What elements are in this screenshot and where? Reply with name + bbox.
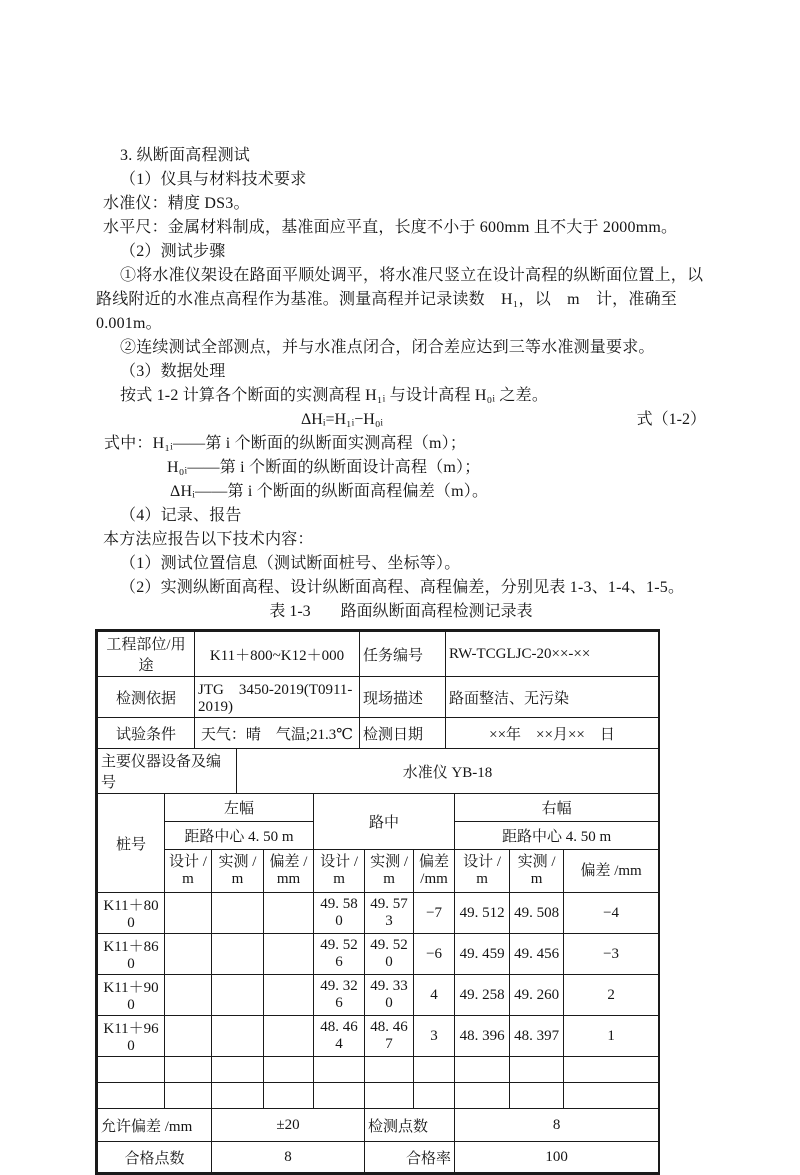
column-header: 偏差 /mm — [564, 850, 659, 893]
info-value: 路面整洁、无污染 — [446, 677, 659, 718]
table-cell — [264, 1016, 314, 1057]
empty-row — [98, 1057, 659, 1083]
table-cell: 2 — [564, 975, 659, 1016]
table-cell — [212, 934, 264, 975]
formula-definition: ΔHᵢ——第 i 个断面的纵断面高程偏差（m）。 — [170, 483, 489, 500]
table-cell: 49. 260 — [510, 975, 564, 1016]
record-table — [95, 629, 660, 1175]
table-cell — [212, 1057, 264, 1083]
table-cell — [564, 1057, 659, 1083]
table-cell: −7 — [414, 893, 455, 934]
formula-definition: 式中：H₁ᵢ——第 i 个断面的纵断面实测高程（m）； — [104, 435, 467, 452]
paragraph: 本方法应报告以下技术内容： — [103, 531, 314, 548]
info-value: K11＋800~K12＋000 — [195, 632, 360, 677]
table-cell — [455, 1057, 510, 1083]
table-cell — [314, 1057, 365, 1083]
paragraph: ②连续测试全部测点，并与水准点闭合，闭合差应达到三等水准测量要求。 — [120, 339, 655, 356]
table-cell — [414, 1083, 455, 1109]
column-header: 实测 /m — [212, 850, 264, 893]
table-cell — [510, 1057, 564, 1083]
formula-label: 式（1-2） — [636, 411, 706, 428]
info-label: 工程部位/用途 — [98, 632, 195, 677]
summary-value: 8 — [455, 1109, 659, 1142]
table-cell: 48. 396 — [455, 1016, 510, 1057]
info-value: JTG 3450-2019(T0911-2019) — [195, 677, 360, 718]
formula-expression: ΔHᵢ=H₁ᵢ−H₀ᵢ — [301, 411, 384, 428]
table-cell — [165, 1083, 212, 1109]
paragraph: （2）实测纵断面高程、设计纵断面高程、高程偏差，分别见表 1-3、1-4、1-5。 — [120, 579, 685, 596]
column-header: 实测 /m — [510, 850, 564, 893]
table-cell: 49. 326 — [314, 975, 365, 1016]
table-cell: 48. 464 — [314, 1016, 365, 1057]
table-cell: 3 — [414, 1016, 455, 1057]
table-cell: −6 — [414, 934, 455, 975]
measurement-grid — [97, 793, 659, 1173]
table-cell: 1 — [564, 1016, 659, 1057]
table-row — [98, 934, 659, 975]
table-cell — [165, 934, 212, 975]
summary-value: 8 — [212, 1142, 365, 1173]
paragraph: 水准仪：精度 DS3。 — [103, 195, 250, 212]
table-row — [98, 893, 659, 934]
paragraph: （1）测试位置信息（测试断面桩号、坐标等）。 — [120, 555, 461, 572]
table-cell — [165, 975, 212, 1016]
paragraph: ①将水准仪架设在路面平顺处调平，将水准尺竖立在设计高程的纵断面位置上，以路线附近的水准点高程作为基准。测量高程并记录读数 H₁，以 m 计，准确至 0.001m。 — [96, 267, 704, 332]
table-cell — [212, 1083, 264, 1109]
subsection-heading: （2）测试步骤 — [120, 243, 226, 260]
section-subtitle-left: 距路中心 4. 50 m — [165, 822, 314, 850]
table-cell — [212, 1016, 264, 1057]
table-cell: −3 — [564, 934, 659, 975]
table-cell: 49. 573 — [365, 893, 414, 934]
column-header: 偏差 /mm — [414, 850, 455, 893]
table-row — [98, 1016, 659, 1057]
table-cell — [212, 975, 264, 1016]
table-cell: 49. 258 — [455, 975, 510, 1016]
table-cell: 48. 397 — [510, 1016, 564, 1057]
table-cell — [165, 893, 212, 934]
column-header: 实测 /m — [365, 850, 414, 893]
info-table — [97, 631, 659, 749]
table-cell — [98, 1057, 165, 1083]
table-cell: 49. 520 — [365, 934, 414, 975]
stake-column-header: 桩号 — [98, 794, 165, 893]
table-cell: 4 — [414, 975, 455, 1016]
table-cell — [264, 893, 314, 934]
table-cell — [264, 975, 314, 1016]
section-heading: 3. 纵断面高程测试 — [120, 147, 251, 164]
table-cell: 49. 580 — [314, 893, 365, 934]
stake-cell: K11＋960 — [98, 1016, 165, 1057]
stake-cell: K11＋860 — [98, 934, 165, 975]
instrument-table — [97, 748, 659, 794]
summary-label: 允许偏差 /mm — [98, 1109, 212, 1142]
summary-value: 100 — [455, 1142, 659, 1173]
table-cell: 49. 526 — [314, 934, 365, 975]
table-cell: 49. 512 — [455, 893, 510, 934]
instrument-value: 水准仪 YB-18 — [237, 749, 659, 794]
table-cell: 49. 508 — [510, 893, 564, 934]
table-cell — [165, 1057, 212, 1083]
column-header: 设计 /m — [165, 850, 212, 893]
table-cell — [314, 1083, 365, 1109]
table-cell: 48. 467 — [365, 1016, 414, 1057]
formula-definition: H₀ᵢ——第 i 个断面的纵断面设计高程（m）； — [167, 459, 481, 476]
table-cell — [455, 1083, 510, 1109]
subsection-heading: （4）记录、报告 — [120, 507, 242, 524]
table-number: 表 1-3 — [269, 603, 311, 620]
table-cell — [414, 1057, 455, 1083]
info-value: ××年 ××月×× 日 — [446, 718, 659, 749]
paragraph: 按式 1-2 计算各个断面的实测高程 H₁ᵢ 与设计高程 H₀ᵢ 之差。 — [120, 387, 549, 404]
table-cell — [264, 934, 314, 975]
table-cell — [564, 1083, 659, 1109]
summary-row — [98, 1142, 659, 1173]
info-label: 任务编号 — [360, 632, 446, 677]
paragraph: 水平尺：金属材料制成，基准面应平直，长度不小于 600mm 且不大于 2000mm。 — [103, 219, 678, 236]
info-value: 天气：晴 气温;21.3℃ — [195, 718, 360, 749]
table-row — [98, 975, 659, 1016]
section-header-middle: 路中 — [314, 794, 455, 850]
table-cell — [264, 1083, 314, 1109]
table-cell — [510, 1083, 564, 1109]
table-caption — [96, 600, 706, 624]
formula-row — [96, 408, 706, 432]
table-cell — [365, 1057, 414, 1083]
info-label: 检测依据 — [98, 677, 195, 718]
info-label: 现场描述 — [360, 677, 446, 718]
column-header: 设计 /m — [455, 850, 510, 893]
column-header: 偏差 /mm — [264, 850, 314, 893]
table-cell — [365, 1083, 414, 1109]
document-body — [96, 144, 706, 1175]
stake-cell: K11＋900 — [98, 975, 165, 1016]
table-cell: 49. 459 — [455, 934, 510, 975]
empty-row — [98, 1083, 659, 1109]
subsection-heading: （3）数据处理 — [120, 363, 226, 380]
instrument-label: 主要仪器设备及编号 — [98, 749, 237, 794]
table-cell: 49. 330 — [365, 975, 414, 1016]
info-label: 检测日期 — [360, 718, 446, 749]
stake-cell: K11＋800 — [98, 893, 165, 934]
section-header-right: 右幅 — [455, 794, 659, 822]
info-value: RW-TCGLJC-20××-×× — [446, 632, 659, 677]
table-cell — [98, 1083, 165, 1109]
info-label: 试验条件 — [98, 718, 195, 749]
subsection-heading: （1）仪具与材料技术要求 — [120, 171, 307, 188]
table-cell — [264, 1057, 314, 1083]
table-cell — [165, 1016, 212, 1057]
section-subtitle-right: 距路中心 4. 50 m — [455, 822, 659, 850]
summary-label: 合格率 — [365, 1142, 455, 1173]
table-cell — [212, 893, 264, 934]
summary-row — [98, 1109, 659, 1142]
table-cell: 49. 456 — [510, 934, 564, 975]
table-title: 路面纵断面高程检测记录表 — [340, 603, 533, 620]
section-header-left: 左幅 — [165, 794, 314, 822]
table-cell: −4 — [564, 893, 659, 934]
column-header: 设计 /m — [314, 850, 365, 893]
summary-label: 合格点数 — [98, 1142, 212, 1173]
summary-label: 检测点数 — [365, 1109, 455, 1142]
summary-value: ±20 — [212, 1109, 365, 1142]
